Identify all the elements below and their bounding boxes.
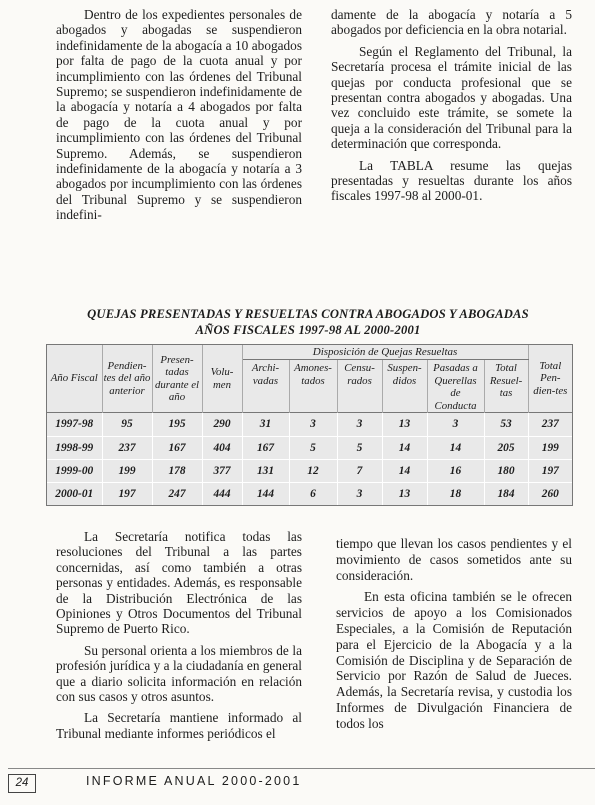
page-number: 24 [8, 774, 36, 793]
table-cell: 5 [289, 436, 337, 459]
table-cell: 180 [484, 459, 528, 482]
table-cell: 205 [484, 436, 528, 459]
fiscal-year-cell: 1998-99 [47, 436, 102, 459]
table-row [47, 413, 572, 436]
table-cell: 5 [337, 436, 382, 459]
table-cell: 197 [102, 482, 152, 505]
complaints-table-container [46, 344, 573, 506]
paragraph: En esta oficina también se le ofrecen servicios de apoyo a los Comisionados Especiales, a la Comisión de Reputación para el Ejercicio de la Abogacía y a la Comisión de Disciplina y de Separación de Servicio por Razón de Salud de Jueces. Además, la Secretaría revisa, y custodia los Informes de Divulgación Financiera de todos los [336, 589, 572, 731]
header-year: Año Fiscal [47, 345, 102, 413]
paragraph: La Secretaría notifica todas las resoluciones del Tribunal a las partes concernidas, así como también a otras personas y entidades. Además, es responsable de la Distribución Electrónica de las Opiniones y Otros Documentos del Tribunal Supremo de Puerto Rico. [56, 529, 302, 637]
table-cell: 53 [484, 413, 528, 436]
table-cell: 7 [337, 459, 382, 482]
table-row [47, 459, 572, 482]
table-cell: 178 [152, 459, 202, 482]
table-title-line-2: AÑOS FISCALES 1997-98 AL 2000-2001 [195, 323, 421, 337]
fiscal-year-cell: 1999-00 [47, 459, 102, 482]
table-cell: 167 [242, 436, 289, 459]
table-cell: 195 [152, 413, 202, 436]
complaints-table [47, 345, 572, 505]
paragraph: Según el Reglamento del Tribunal, la Secretaría procesa el trámite inicial de las quejas por conducta profesional que se presentan contra abogados y abogadas. Una vez concluido este trámite, se somete la queja a la consideración del Tribunal para la determinación que corresponda. [331, 43, 572, 152]
table-cell: 404 [202, 436, 242, 459]
table-cell: 290 [202, 413, 242, 436]
table-cell: 3 [337, 413, 382, 436]
table-row [47, 436, 572, 459]
header-total-resolved: Total Resuel-tas [484, 360, 528, 413]
paragraph: Su personal orienta a los miembros de la profesión jurídica y a la ciudadanía en general que a diario solicita información en relación con sus casos y otros asuntos. [56, 642, 302, 705]
footer-divider [8, 768, 595, 769]
table-cell: 18 [427, 482, 484, 505]
paragraph: damente de la abogacía y notaría a 5 abogados por deficiencia en la obra notarial. [331, 7, 572, 38]
header-presented: Presen-tadas durante el año [152, 345, 202, 413]
table-cell: 3 [337, 482, 382, 505]
header-archived: Archi-vadas [242, 360, 289, 413]
table-cell: 167 [152, 436, 202, 459]
table-cell: 131 [242, 459, 289, 482]
text-column-3 [56, 529, 302, 741]
table-cell: 14 [427, 436, 484, 459]
header-group-disposition: Disposición de Quejas Resueltas [242, 345, 528, 360]
header-total-pending: Total Pen-dien-tes [533, 359, 568, 397]
table-cell: 247 [152, 482, 202, 505]
header-referred: Pasadas a Querellas de Conducta [427, 360, 484, 413]
text-column-2 [331, 7, 572, 204]
table-cell: 31 [242, 413, 289, 436]
header-volume: Volu-men [202, 345, 242, 413]
table-cell: 14 [382, 459, 427, 482]
table-cell: 199 [102, 459, 152, 482]
table-cell: 144 [242, 482, 289, 505]
table-cell: 237 [528, 413, 572, 436]
table-title-line-1: QUEJAS PRESENTADAS Y RESUELTAS CONTRA ABOGADOS Y ABOGADAS [87, 307, 529, 321]
table-body [47, 413, 572, 505]
header-pending-previous: Pendien-tes del año anterior [102, 345, 152, 413]
paragraph: La TABLA resume las quejas presentadas y resueltas durante los años fiscales 1997-98 al 2000-01. [331, 157, 572, 204]
table-cell: 16 [427, 459, 484, 482]
table-cell: 12 [289, 459, 337, 482]
text-column-1 [56, 7, 302, 223]
table-cell: 3 [427, 413, 484, 436]
table-cell: 6 [289, 482, 337, 505]
table-cell: 199 [528, 436, 572, 459]
table-cell: 237 [102, 436, 152, 459]
table-cell: 444 [202, 482, 242, 505]
table-cell: 184 [484, 482, 528, 505]
table-row [47, 482, 572, 505]
header-admonished: Amones-tados [289, 360, 337, 413]
table-cell: 260 [528, 482, 572, 505]
table-cell: 13 [382, 413, 427, 436]
table-cell: 3 [289, 413, 337, 436]
paragraph: tiempo que llevan los casos pendientes y el movimiento de casos sometidos ante su consideración. [336, 536, 572, 583]
paragraph: La Secretaría mantiene informado al Tribunal mediante informes periódicos el [56, 710, 302, 741]
table-cell: 377 [202, 459, 242, 482]
paragraph: Dentro de los expedientes personales de abogados y abogadas se suspendieron indefinidamente de la abogacía a 10 abogados por falta de pago de la cuota anual y por incumplimiento con las órdenes del Tribunal Supremo; se suspendieron indefinidamente de la abogacía y notaría a 4 abogados por falta de pago de la cuota anual y por incumplimiento con las órdenes del Tribunal Supremo. Además, se suspendieron indefinidamente de la abogacía y notaría a 3 abogados por incumplimiento con las órdenes del Tribunal Supremo y se suspendieron indefini- [56, 7, 302, 223]
header-suspended: Suspen-didos [382, 360, 427, 413]
text-column-4 [336, 536, 572, 732]
table-cell: 95 [102, 413, 152, 436]
header-censured: Censu-rados [337, 360, 382, 413]
table-title [48, 306, 568, 338]
table-cell: 14 [382, 436, 427, 459]
table-cell: 13 [382, 482, 427, 505]
footer-title: INFORME ANUAL 2000-2001 [86, 774, 302, 788]
fiscal-year-cell: 1997-98 [47, 413, 102, 436]
fiscal-year-cell: 2000-01 [47, 482, 102, 505]
table-cell: 197 [528, 459, 572, 482]
